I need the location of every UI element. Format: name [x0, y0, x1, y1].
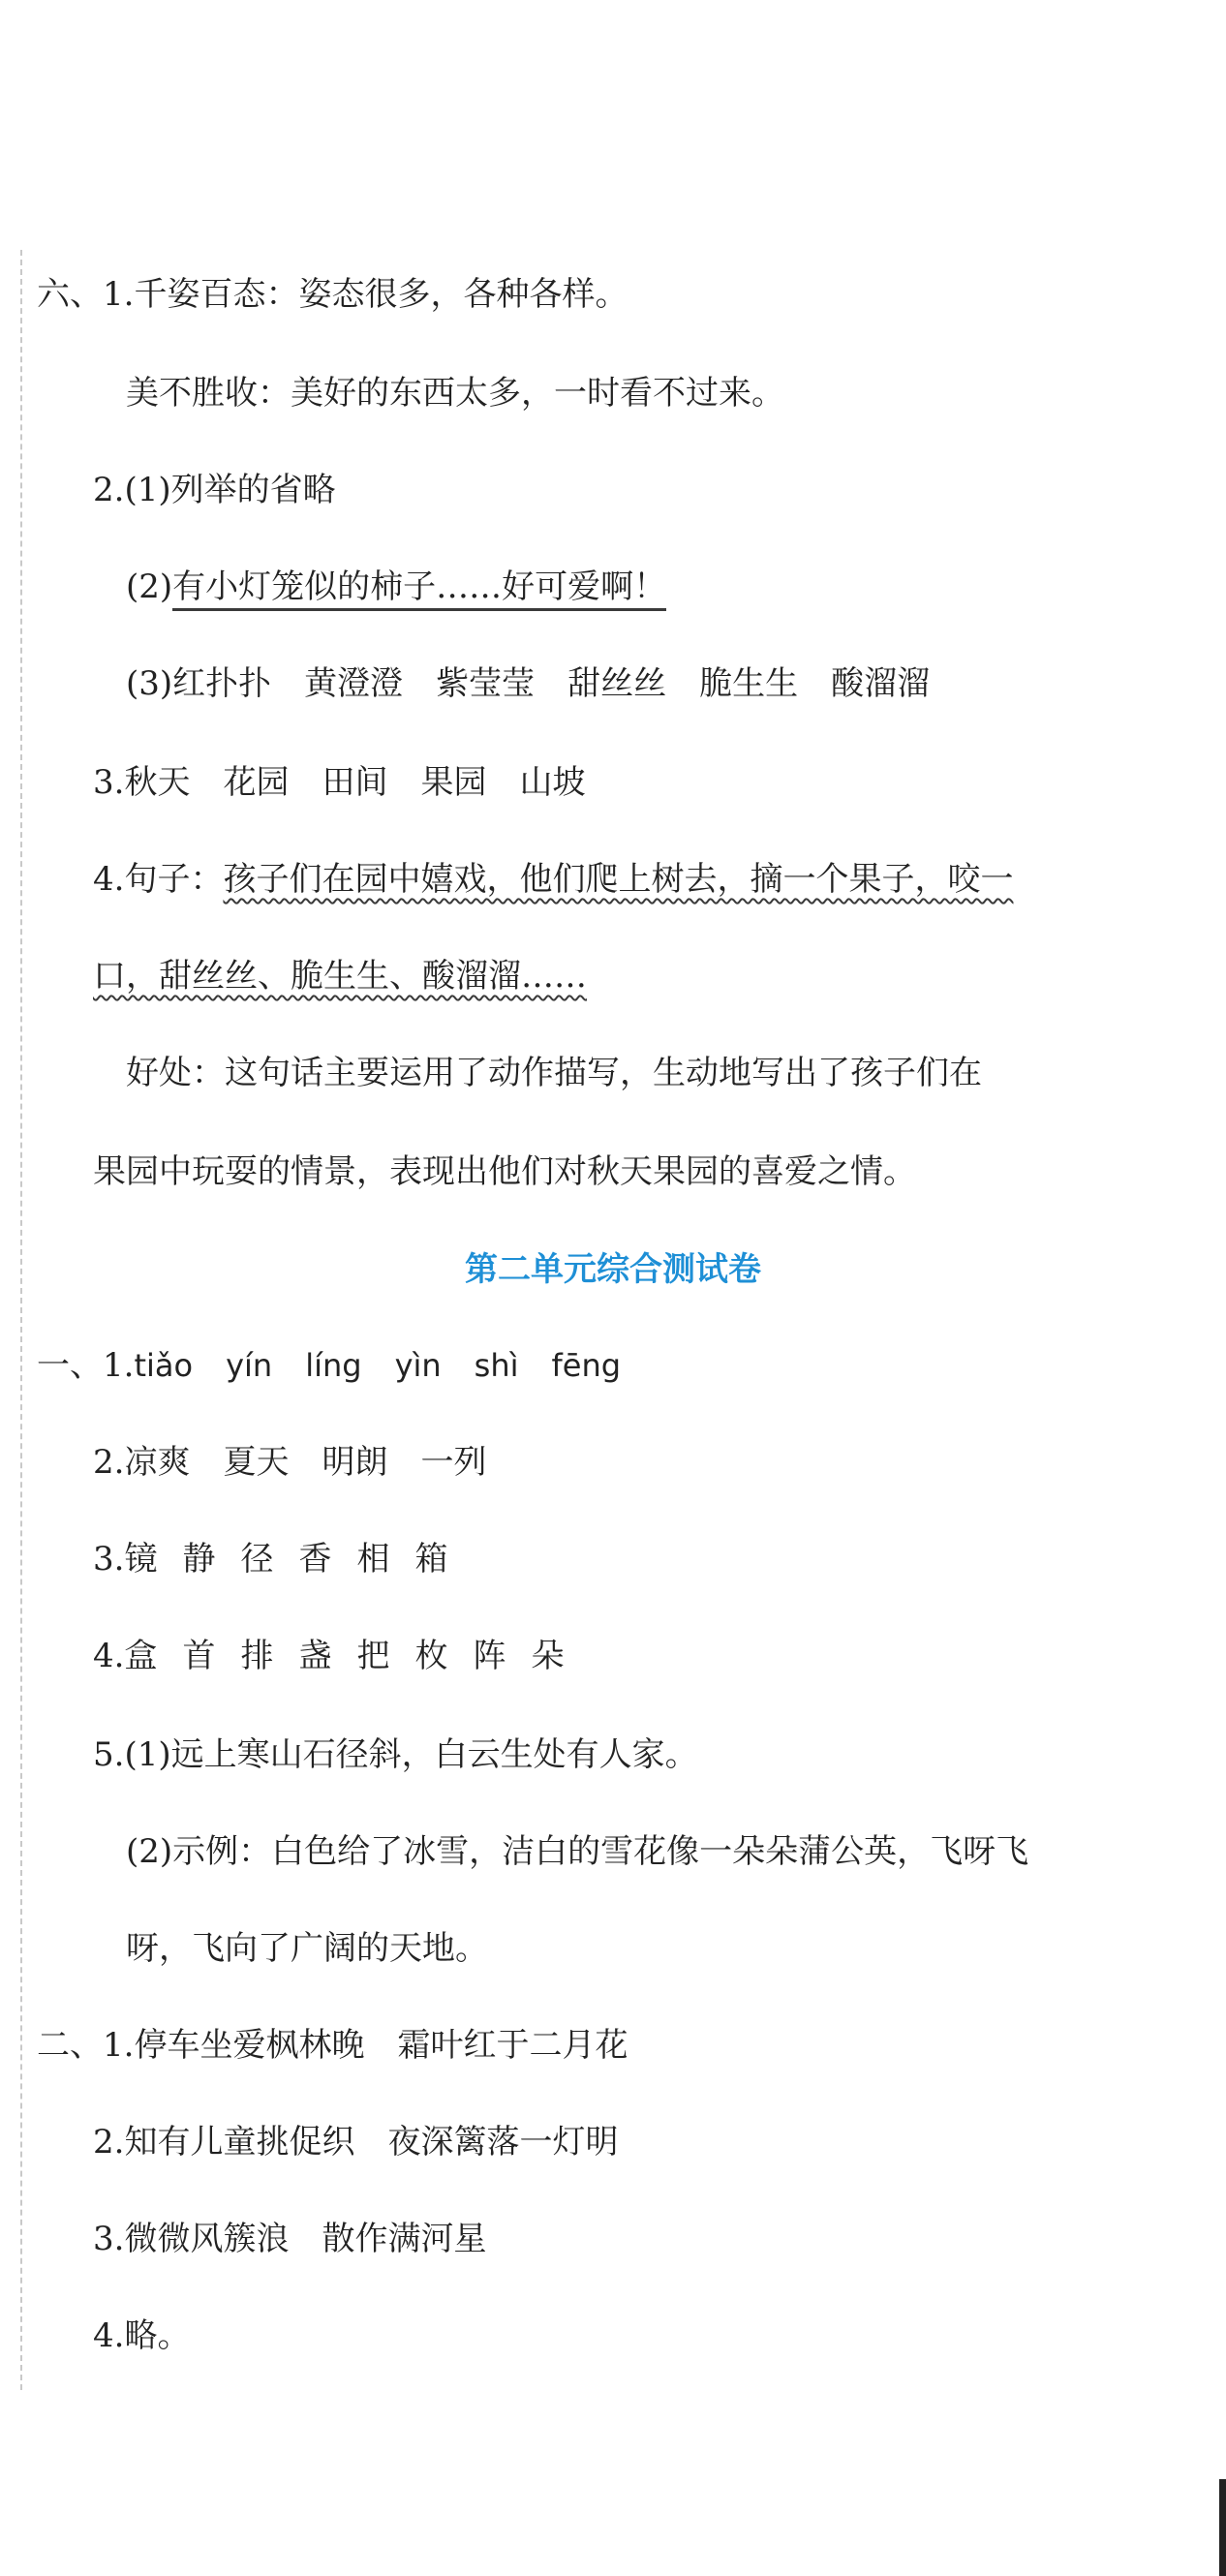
s6-q1-line1: [37, 273, 628, 316]
word: 紫莹莹: [436, 664, 536, 703]
word: 黄澄澄: [304, 664, 404, 703]
pinyin: tiǎo: [134, 1347, 194, 1384]
s6-q4-line2: [93, 955, 587, 997]
s6-q2-p2: [126, 566, 666, 608]
u2-p2-q3: [93, 2218, 486, 2260]
u2-p1-q4: [93, 1635, 564, 1677]
u2-p1-q3: [93, 1538, 447, 1580]
char: 阵: [473, 1637, 506, 1675]
u2-p1-q1-prefix: 一、1.: [37, 1346, 135, 1385]
pinyin: fēng: [551, 1347, 622, 1384]
margin-dashed-line: [20, 250, 22, 2390]
word: 花园: [223, 763, 290, 802]
u2-p1-q3-prefix: 3.: [93, 1540, 125, 1579]
u2-p1-q5-p2-line2: 呀，飞向了广阔的天地。: [126, 1929, 488, 1968]
char: 首: [182, 1637, 216, 1675]
word: 凉爽: [124, 1443, 191, 1482]
u2-p2-q4-prefix: 4.: [93, 2316, 125, 2355]
word: 红扑扑: [172, 664, 272, 703]
s6-q1-text: 千姿百态：姿态很多，各种各样。: [134, 275, 628, 314]
word: 果园: [420, 763, 487, 802]
pinyin: yín: [226, 1347, 273, 1384]
u2-p2-q3-prefix: 3.: [93, 2220, 125, 2258]
word: 酸溜溜: [831, 664, 931, 703]
pinyin: shì: [474, 1347, 519, 1384]
u2-p1-q5-p1: [93, 1733, 698, 1776]
char: 把: [356, 1637, 390, 1675]
char: 盏: [298, 1637, 332, 1675]
word: 山坡: [519, 763, 586, 802]
char: 枚: [414, 1637, 448, 1675]
s6-q4-benefit-line2: 果园中玩耍的情景，表现出他们对秋天果园的喜爱之情。: [93, 1152, 916, 1191]
s6-q4-label: 句子：: [124, 860, 224, 899]
u2-p2-q2-prefix: 2.: [93, 2123, 125, 2162]
u2-p1-q5-p1-text: (1)远上寒山石径斜，白云生处有人家。: [124, 1735, 698, 1774]
u2-p1-q2-prefix: 2.: [93, 1443, 125, 1482]
s6-q2-line1: [93, 469, 336, 511]
u2-p2-q1: [37, 2024, 628, 2067]
unit-title: 第二单元综合测试卷: [465, 1250, 761, 1289]
u2-p1-q1: [37, 1344, 621, 1387]
s6-q2-p1: (1)列举的省略: [124, 471, 336, 509]
char: 静: [182, 1540, 216, 1579]
word: 夏天: [223, 1443, 290, 1482]
u2-p2-q1-prefix: 二、1.: [37, 2026, 135, 2065]
u2-p2-q4-text: 略。: [124, 2316, 191, 2355]
poem-line: 知有儿童挑促织: [124, 2123, 355, 2162]
word: 明朗: [322, 1443, 388, 1482]
char: 箱: [414, 1540, 448, 1579]
pinyin: yìn: [394, 1347, 442, 1384]
char: 相: [356, 1540, 390, 1579]
word: 一列: [420, 1443, 487, 1482]
u2-p1-q5-prefix: 5.: [93, 1735, 125, 1774]
word: 田间: [322, 763, 388, 802]
char: 朵: [531, 1637, 565, 1675]
s6-q4-line1: [93, 858, 1013, 901]
char: 镜: [124, 1540, 158, 1579]
u2-p1-q5-p2-line1: (2)示例：白色给了冰雪，洁白的雪花像一朵朵蒲公英，飞呀飞: [126, 1832, 1029, 1871]
poem-line: 夜深篱落一灯明: [387, 2123, 619, 2162]
word: 甜丝丝: [567, 664, 667, 703]
scan-edge-mark: [1219, 2479, 1226, 2576]
pinyin: líng: [305, 1347, 362, 1384]
s6-q3: [93, 761, 585, 804]
u2-p1-q2: [93, 1441, 486, 1484]
s6-q4-benefit-line1: 好处：这句话主要运用了动作描写，生动地写出了孩子们在: [126, 1054, 982, 1092]
poem-line: 霜叶红于二月花: [397, 2026, 628, 2065]
s6-q1-prefix: 六、1.: [37, 275, 135, 314]
wavy-underlined-sentence: 孩子们在园中嬉戏，他们爬上树去，摘一个果子，咬一: [223, 860, 1014, 899]
u2-p2-q2: [93, 2121, 618, 2163]
char: 盒: [124, 1637, 158, 1675]
s6-q2-prefix: 2.: [93, 471, 125, 509]
u2-p2-q4: [93, 2315, 190, 2357]
underlined-sentence: 有小灯笼似的柿子……好可爱啊！: [172, 567, 666, 611]
char: 径: [240, 1540, 274, 1579]
s6-q2-p3-label: (3): [126, 664, 173, 703]
s6-q2-p2-label: (2): [126, 567, 173, 606]
poem-line: 微微风簇浪: [124, 2220, 290, 2258]
word: 秋天: [124, 763, 191, 802]
wavy-underlined-sentence: 口，甜丝丝、脆生生、酸溜溜……: [93, 957, 587, 996]
word: 脆生生: [699, 664, 799, 703]
s6-q3-prefix: 3.: [93, 763, 125, 802]
char: 香: [298, 1540, 332, 1579]
char: 排: [240, 1637, 274, 1675]
s6-q1-line2: 美不胜收：美好的东西太多，一时看不过来。: [126, 374, 784, 413]
s6-q4-prefix: 4.: [93, 860, 125, 899]
u2-p1-q4-prefix: 4.: [93, 1637, 125, 1675]
s6-q2-p3: [126, 662, 930, 705]
poem-line: 散作满河星: [322, 2220, 487, 2258]
poem-line: 停车坐爱枫林晚: [134, 2026, 365, 2065]
